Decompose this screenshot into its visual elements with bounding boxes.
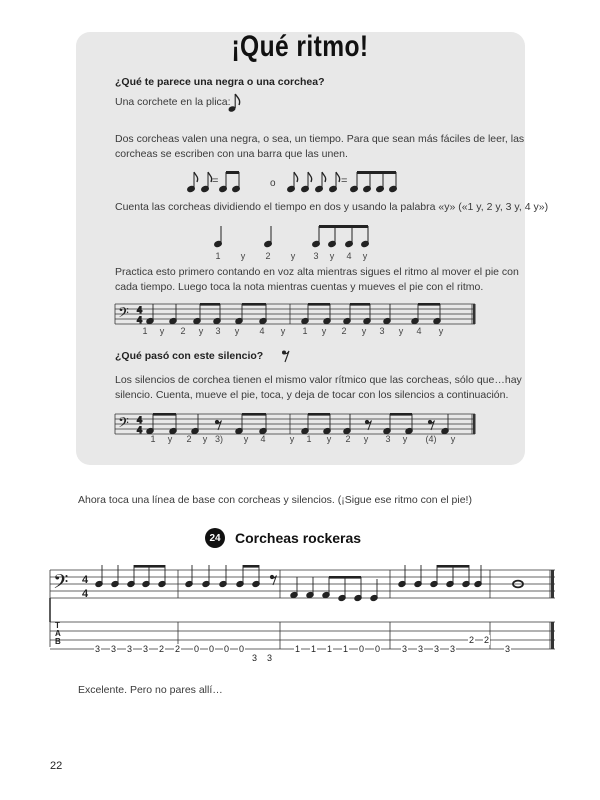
beam (200, 303, 220, 306)
time-sig-top: 4 (82, 574, 89, 586)
beam (308, 413, 330, 416)
count-label: y (280, 326, 286, 336)
time-sig-top: 4 (137, 305, 143, 315)
note (370, 579, 378, 602)
count-label: y (234, 326, 240, 336)
count-label: 1 (302, 326, 308, 336)
equals-sign-2: = (341, 175, 348, 187)
tab-fret-number: 0 (359, 644, 365, 654)
count-label: y (329, 251, 335, 261)
note (142, 565, 150, 588)
tab-fret-number: 0 (375, 644, 381, 654)
count-label: 1 (142, 326, 148, 336)
question-eighth-rest: ¿Qué pasó con este silencio? (115, 350, 264, 362)
beam (134, 565, 165, 568)
or-word: o (270, 178, 276, 189)
tab-fret-number: 1 (295, 644, 301, 654)
tab-fret-number: 0 (209, 644, 215, 654)
count-label: 3 (379, 326, 385, 336)
count-label: y (198, 326, 204, 336)
paragraph-1-line-1: Dos corcheas valen una negra, o sea, un tiempo. Para que sean más fáciles de leer, las (115, 133, 525, 145)
note (430, 565, 438, 588)
equals-sign-1: = (212, 175, 219, 187)
count-label: 2 (180, 326, 186, 336)
eighth-flag-text: Una corchete en la plica: (115, 96, 231, 108)
note (111, 565, 119, 588)
note (95, 565, 103, 588)
tab-fret-number: 2 (484, 635, 490, 645)
tab-fret-number: 3 (111, 644, 117, 654)
note (185, 565, 193, 588)
tab-fret-number: 2 (469, 635, 475, 645)
beam (308, 303, 330, 306)
note (158, 565, 166, 588)
count-label: y (362, 251, 368, 261)
count-label: y (290, 251, 296, 261)
count-label: 2 (265, 251, 271, 261)
count-label: 4 (346, 251, 352, 261)
tab-clef (55, 622, 61, 646)
tab-letter: B (55, 637, 61, 646)
beam (437, 565, 469, 568)
note (202, 565, 210, 588)
paragraph-4-line-2: silencio. Cuenta, mueve el pie, toca, y deja de tocar con los silencios a continuación. (115, 389, 509, 401)
svg-text:𝄢: 𝄢 (53, 570, 69, 598)
count-label: 3) (214, 434, 223, 444)
tab-fret-number: 3 (434, 644, 440, 654)
paragraph-3-line-2: cada tiempo. Luego toca la nota mientras cuentas y mueves el pie con el ritmo. (115, 281, 484, 293)
note (290, 577, 298, 599)
note (306, 577, 314, 599)
tab-fret-number: 0 (194, 644, 200, 654)
tab-fret-number: 2 (159, 644, 165, 654)
tab-fret-number: 0 (224, 644, 230, 654)
note (338, 577, 346, 602)
count-label: 1 (150, 434, 156, 444)
tab-fret-number: 3 (267, 653, 273, 663)
tab-fret-number: 3 (127, 644, 133, 654)
note (414, 565, 422, 588)
tab-fret-number: 3 (95, 644, 101, 654)
note (474, 565, 482, 588)
count-label: 4 (259, 326, 265, 336)
track-number-badge: 24 (205, 528, 225, 548)
svg-text:𝄢: 𝄢 (118, 415, 129, 435)
count-label: y (361, 326, 367, 336)
tab-fret-number: 3 (402, 644, 408, 654)
count-label: y (289, 434, 295, 444)
count-label: 2 (345, 434, 351, 444)
count-label: 2 (186, 434, 192, 444)
count-label: y (159, 326, 165, 336)
count-label: y (326, 434, 332, 444)
exercise-name: Corcheas rockeras (235, 530, 362, 546)
count-label: y (438, 326, 444, 336)
time-sig-bottom: 4 (82, 588, 89, 600)
count-label: 3 (215, 326, 221, 336)
count-label: y (363, 434, 369, 444)
tab-letter: T (55, 621, 60, 630)
eighth-rest (270, 575, 276, 585)
panel-title: ¡Qué ritmo! (231, 30, 369, 63)
beam (242, 303, 266, 306)
beam (242, 413, 266, 416)
count-label: y (240, 251, 246, 261)
instruction-text: Ahora toca una línea de base con corcheas y silencios. (¡Sigue ese ritmo con el pie!) (78, 494, 472, 506)
tab-fret-number: 3 (505, 644, 511, 654)
tab-fret-number: 3 (143, 644, 149, 654)
eighth-rest (215, 420, 221, 430)
count-label: 3 (385, 434, 391, 444)
time-sig-bottom: 4 (137, 425, 143, 435)
tab-fret-number: 1 (311, 644, 317, 654)
paragraph-3-line-1: Practica esto primero contando en voz alta mientras sigues el ritmo al mover el pie con (115, 266, 519, 278)
page-number: 22 (50, 760, 63, 772)
count-label: y (450, 434, 456, 444)
note (236, 565, 244, 588)
tab-fret-number: 3 (418, 644, 424, 654)
paragraph-2: Cuenta las corcheas dividiendo el tiempo en dos y usando la palabra «y» («1 y, 2 y, 3 y, 4 y») (115, 201, 549, 213)
time-sig-top: 4 (137, 415, 143, 425)
tab-fret-number: 3 (450, 644, 456, 654)
exercise-title (205, 528, 361, 548)
tab-fret-number: 1 (327, 644, 333, 654)
question-negra-corchea: ¿Qué te parece una negra o una corchea? (115, 76, 325, 88)
note (219, 565, 227, 588)
beam (329, 576, 361, 579)
note (446, 565, 454, 588)
count-label: y (202, 434, 208, 444)
count-label: y (243, 434, 249, 444)
beam (418, 303, 440, 306)
note (252, 565, 260, 588)
tab-fret-number: 1 (343, 644, 349, 654)
paragraph-4-line-1: Los silencios de corchea tienen el mismo valor rítmico que las corcheas, sólo que…hay (115, 374, 522, 386)
count-label: y (402, 434, 408, 444)
eighth-rest-icon (281, 349, 291, 363)
eighth-rest (428, 420, 434, 430)
counting-demo-notes (210, 222, 390, 250)
eighth-rest (365, 420, 371, 430)
count-label: 1 (306, 434, 312, 444)
note (322, 577, 330, 599)
beam (243, 565, 259, 568)
count-label: y (321, 326, 327, 336)
paragraph-1-line-2: corcheas se escriben con una barra que las unen. (115, 148, 348, 160)
tab-fret-number: 0 (239, 644, 245, 654)
count-label: 3 (313, 251, 319, 261)
tab-fret-number: 2 (175, 644, 181, 654)
note (398, 565, 406, 588)
svg-text:𝄢: 𝄢 (118, 305, 129, 325)
beam (153, 413, 176, 416)
note (462, 565, 470, 588)
count-label: (4) (425, 434, 437, 444)
beam (390, 413, 412, 416)
count-label: 4 (416, 326, 422, 336)
closing-text: Excelente. Pero no pares allí… (78, 684, 223, 696)
count-label: y (167, 434, 173, 444)
count-label: y (398, 326, 404, 336)
eighth-note-icon (228, 92, 242, 114)
note (354, 577, 362, 602)
count-label: 4 (260, 434, 266, 444)
count-label: 2 (341, 326, 347, 336)
time-sig-bottom: 4 (137, 315, 143, 325)
tab-letter: A (55, 629, 61, 638)
tab-fret-number: 3 (252, 653, 258, 663)
beam (350, 303, 370, 306)
note (127, 565, 135, 588)
count-label: 1 (215, 251, 221, 261)
